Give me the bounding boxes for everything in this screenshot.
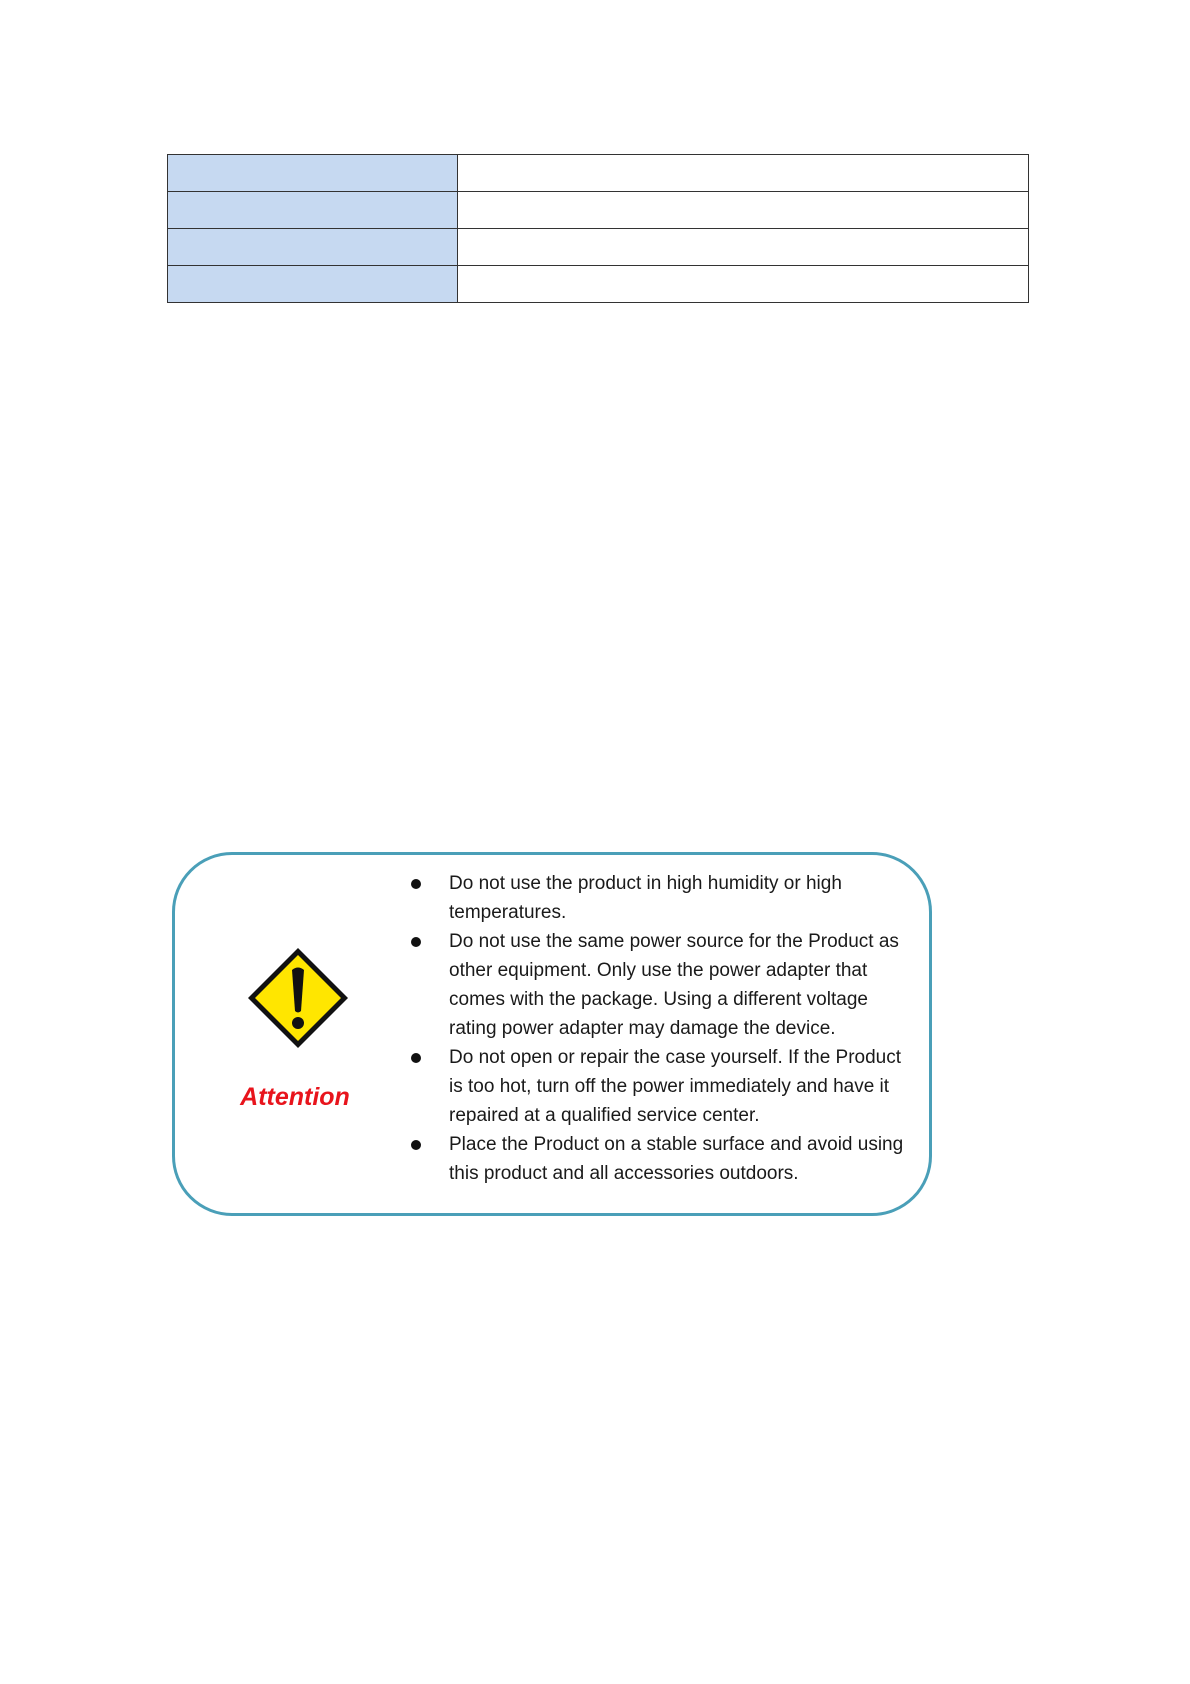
attention-box — [172, 852, 932, 1216]
list-item — [407, 869, 907, 927]
notice-text: Do not use the same power source for the Product as other equipment. Only use the power adapter that comes with the package. Using a different voltage rating power adapter may damage the device. — [449, 931, 899, 1039]
table-label-cell — [168, 155, 458, 192]
bullet-icon — [411, 1053, 421, 1063]
bullet-icon — [411, 937, 421, 947]
bullet-icon — [411, 879, 421, 889]
spec-table — [167, 154, 1029, 303]
table-value-cell — [458, 155, 1029, 192]
table-value-cell — [458, 229, 1029, 266]
table-row — [168, 155, 1029, 192]
notice-text: Do not use the product in high humidity or high temperatures. — [449, 873, 842, 923]
notice-list — [407, 869, 907, 1188]
notice-text: Place the Product on a stable surface and avoid using this product and all accessories outdoors. — [449, 1134, 904, 1184]
table-row — [168, 229, 1029, 266]
table-label-cell — [168, 192, 458, 229]
list-item — [407, 927, 907, 1043]
table-value-cell — [458, 192, 1029, 229]
table-row — [168, 192, 1029, 229]
table-value-cell — [458, 266, 1029, 303]
list-item — [407, 1130, 907, 1188]
notice-text: Do not open or repair the case yourself. If the Product is too hot, turn off the power immediately and have it repaired at a qualified service center. — [449, 1047, 902, 1126]
bullet-icon — [411, 1140, 421, 1150]
warning-icon — [243, 943, 353, 1053]
table-row — [168, 266, 1029, 303]
table-label-cell — [168, 229, 458, 266]
table-label-cell — [168, 266, 458, 303]
attention-label: Attention — [240, 1083, 350, 1111]
list-item — [407, 1043, 907, 1130]
